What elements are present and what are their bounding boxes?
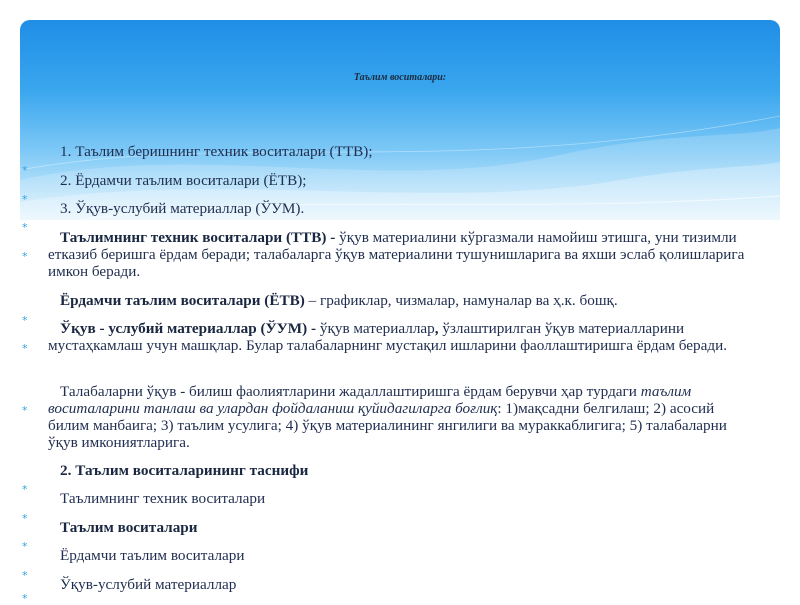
bullet-icon: * — [22, 569, 28, 582]
uum-definition — [48, 320, 753, 354]
ttv-term: Таълимнинг техник воситалари (ТТВ) — [60, 229, 327, 246]
ttv-text: ўқув материалини кўргазмали намойиш этишга, уни тизимли етказиб беришга ёрдам беради; талабаларга ўқув материалини тушунишларига ва яхши эслаб қолишларига имкон беради. — [48, 229, 745, 280]
item-methodical-materials: Ўқув-услубий материаллар — [60, 576, 237, 593]
list-item-uum: 3. Ўқув-услубий материаллар (ЎУМ). — [60, 200, 305, 217]
list-item-ttv: 1. Таълим беришнинг техник воситалари (ТТВ); — [60, 143, 373, 160]
uum-separator: - — [307, 320, 320, 337]
item-auxiliary-aids: Ёрдамчи таълим воситалари — [60, 547, 245, 564]
bullet-icon: * — [22, 250, 28, 263]
uum-text-2: ўзлаштирилган ўқув материалларини мустаҳкамлаш учун машқлар. Булар талабаларнинг мустақил ишларини фаоллаштиришга ёрдам беради. — [48, 320, 728, 354]
uum-term: Ўқув - услубий материаллар (ЎУМ) — [60, 320, 308, 337]
bullet-icon: * — [22, 221, 28, 234]
item-teaching-aids: Таълим воситалари — [60, 519, 198, 536]
paragraph-tail: : 1)мақсадни белгилаш; 2) асосий билим манбаига; 3) таълим усулига; 4) ўқув материалининг янгилиги ва мураккаблигига; 5) талабаларни ўқув имкониятларига. — [48, 400, 727, 451]
bullet-icon: * — [22, 193, 28, 206]
bullet-icon: * — [22, 342, 28, 355]
uum-text-1: ўқув материаллар — [319, 320, 435, 337]
list-item-etv: 2. Ёрдамчи таълим воситалари (ЁТВ); — [60, 172, 307, 189]
header-wave-decoration — [20, 20, 780, 220]
ttv-separator: - — [326, 229, 340, 246]
bullet-icon: * — [22, 164, 28, 177]
paragraph-lead: Талабаларни ўқув - билиш фаолиятларини жадаллаштиришга ёрдам берувчи ҳар турдаги — [60, 383, 641, 400]
etv-definition — [60, 292, 765, 309]
bullet-icon: * — [22, 314, 28, 327]
bullet-icon: * — [22, 512, 28, 525]
etv-term: Ёрдамчи таълим воситалари (ЁТВ) — [60, 292, 305, 309]
bullet-icon: * — [22, 540, 28, 553]
ttv-definition — [48, 229, 753, 280]
bullet-icon: * — [22, 483, 28, 496]
slide-header-background — [20, 20, 780, 220]
section-heading: 2. Таълим воситаларининг таснифи — [60, 462, 309, 479]
item-technical-means: Таълимнинг техник воситалари — [60, 490, 266, 507]
selection-factors-paragraph — [48, 383, 753, 451]
slide-title: Таълим воситалари: — [353, 72, 447, 83]
bullet-icon: * — [22, 404, 28, 417]
bullet-icon: * — [22, 592, 28, 605]
paragraph-italic: таълим воситаларини танлаш ва улардан фойдаланиш қуйидагиларга боғлиқ — [48, 383, 692, 417]
uum-comma: , — [434, 320, 439, 337]
etv-text: – графиклар, чизмалар, намуналар ва ҳ.к. бошқ. — [304, 292, 618, 309]
